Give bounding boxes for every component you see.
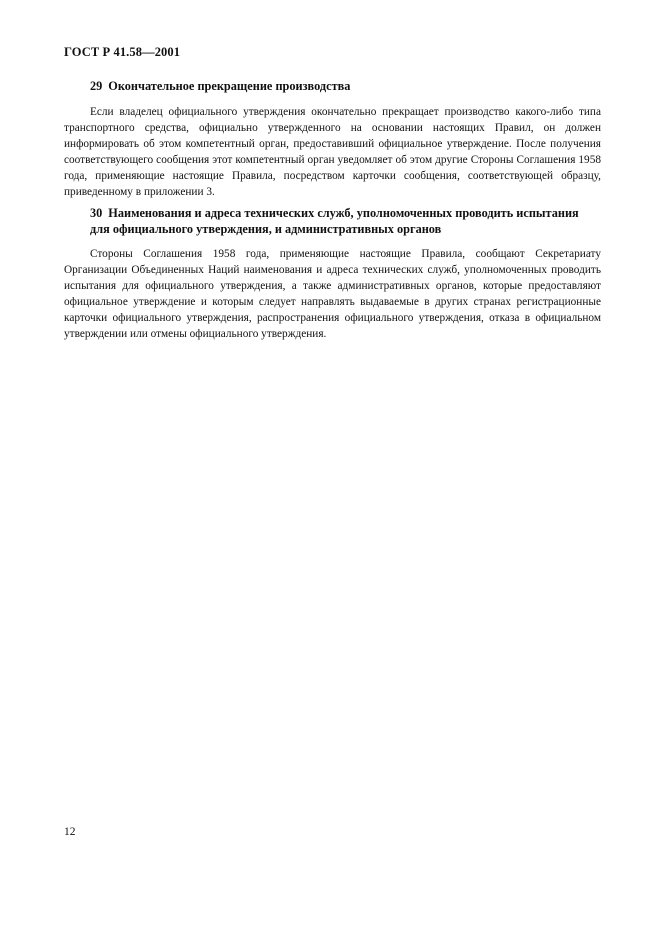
section-body-text: Стороны Соглашения 1958 года, применяющие настоящие Правила, сообщают Секретариату Организации Объединенных Наций наименования и адреса технических служб, уполномоченных проводить испытания для официального утверждения, а также административных органов, которые предоставляют официальное утверждение и которым следует направлять выдаваемые в других странах регистрационные карточки официального утверждения, распространения официального утверждения, отказа в официальном утверждении или отмены официального утверждения. — [64, 248, 601, 340]
page-number: 12 — [64, 826, 76, 838]
section-heading — [64, 78, 601, 94]
section-29 — [64, 78, 601, 200]
section-body-text: Если владелец официального утверждения окончательно прекращает производство какого-либо типа транспортного средства, официально утвержденного на основании настоящих Правил, он должен информировать об этом компетентный орган, предоставивший официальное утверждение. После получения соответствующего сообщения этот компетентный орган уведомляет об этом другие Стороны Соглашения 1958 года, применяющие настоящие Правила, посредством карточки сообщения, соответствующей образцу, приведенному в приложении 3. — [64, 106, 601, 198]
section-title: Окончательное прекращение производства — [108, 79, 351, 93]
section-number: 30 — [90, 206, 103, 220]
section-heading — [64, 205, 601, 237]
standard-code-header: ГОСТ Р 41.58—2001 — [64, 45, 181, 59]
section-number: 29 — [90, 79, 103, 93]
section-30 — [64, 205, 601, 342]
section-title: Наименования и адреса технических служб, уполномоченных проводить испытания для официального утверждения, и административных органов — [90, 206, 579, 236]
